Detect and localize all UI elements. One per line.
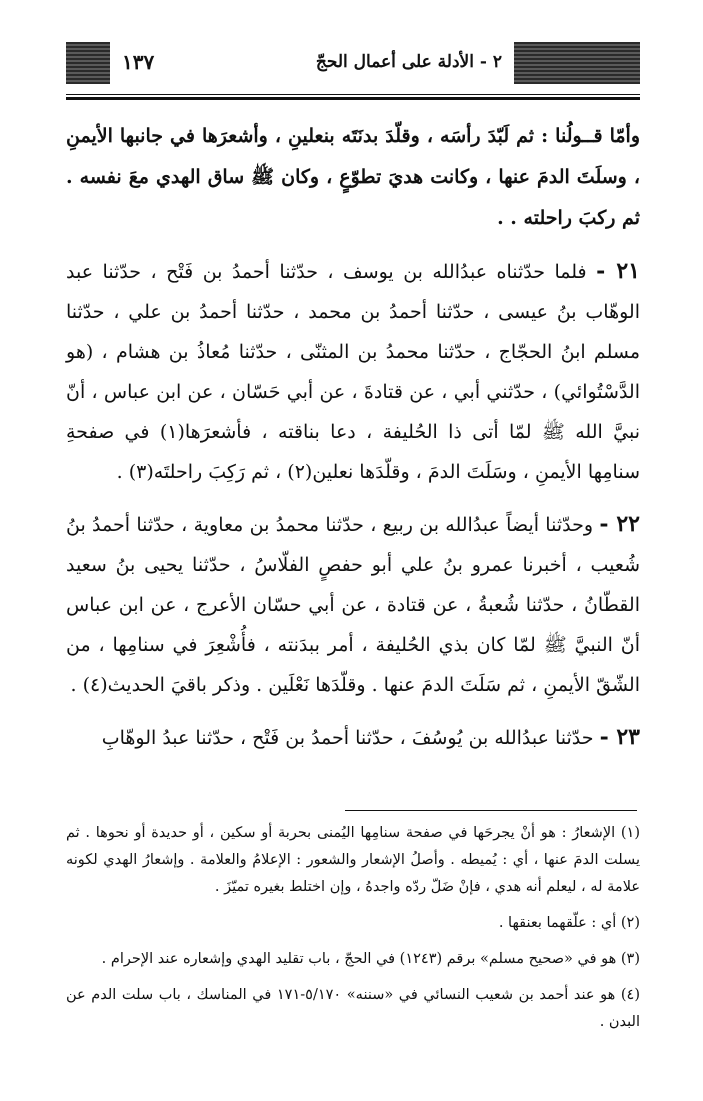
hadith-21 bbox=[66, 251, 640, 492]
header-rule-thin bbox=[66, 94, 640, 95]
header-rule bbox=[66, 97, 640, 100]
hadith-21-text: فلما حدّثناه عبدُالله بن يوسف ، حدّثنا أحمدُ بن فَتْح ، حدّثنا عبد الوهّاب بنُ عيسى ، حدّثنا أحمدُ بن محمد ، حدّثنا أحمدُ بن علي ، حدّثنا مسلم ابنُ الحجّاج ، حدّثنا محمدُ بن المثنّى ، حدّثنا مُعاذُ بن هشام ، (هو الدَّسْتُوائي) ، حدّثني أبي ، عن قتادةَ ، عن أبي حَسّان ، عن ابن عباس ، أنّ نبيَّ الله ﷺ لمّا أتى ذا الحُليفة ، دعا بناقته ، فأشعرَها(١) في صفحةِ سنامِها الأيمنِ ، وسَلَتَ الدمَ ، وقلّدَها نعلين(٢) ، ثم رَكِبَ راحلتَه(٣) . bbox=[66, 261, 641, 483]
footnote-4: (٤) هو عند أحمد بن شعيب النسائي في «سننه» ٥/١٧٠-١٧١ في المناسك ، باب سلت الدم عن البدن . bbox=[66, 987, 640, 1030]
hadith-23-text: حدّثنا عبدُالله بن يُوسُفَ ، حدّثنا أحمدُ بن فَتْح ، حدّثنا عبدُ الوهّابِ bbox=[101, 727, 594, 749]
footnotes bbox=[66, 820, 640, 1045]
header-title: ٢ - الأدلة على أعمال الحجّ bbox=[315, 52, 502, 72]
intro-paragraph: وأمّا قــولُنا : ثم لَبّدَ رأسَه ، وقلّدَ بدنَتَه بنعلينِ ، وأشعرَها في جانبها الأيمنِ ، وسلَتَ الدمَ عنها ، وكانت هديَ تطوّعٍ ، وكان ﷺ ساق الهدي معَ نفسه . ثم ركبَ راحلته . . bbox=[66, 125, 640, 229]
hadith-21-number: ٢١ - bbox=[596, 258, 640, 284]
footnote-1: (١) الإشعارُ : هو أنْ يجرحَها في صفحة سنامِها اليُمنى بحربة أو سكين ، أو حديدة أو نحوها . ثم يسلت الدمَ عنها ، أي : يُميطه . وأصلُ الإشعار والشعور : الإعلامُ والعلامة . وإشعارُ الهدي لكونه علامة له ، ليعلم أنه هدي ، فإنْ ضَلّ ردّه واجدهُ ، وإن اختلط بغيره تميّزَ . bbox=[66, 825, 640, 895]
running-header bbox=[66, 38, 640, 100]
hadith-22 bbox=[66, 504, 640, 705]
header-ornament-left bbox=[66, 42, 110, 84]
header-ornament-right bbox=[514, 42, 640, 84]
footnote-separator bbox=[345, 810, 637, 811]
footnote-2: (٢) أي : علّقهما بعنقها . bbox=[498, 915, 640, 931]
main-text bbox=[66, 116, 640, 770]
page-number: ١٣٧ bbox=[122, 50, 155, 74]
hadith-23-number: ٢٣ - bbox=[599, 724, 640, 750]
hadith-22-text: وحدّثنا أيضاً عبدُالله بن ربيع ، حدّثنا محمدُ بن معاوية ، حدّثنا أحمدُ بنُ شُعيب ، أخبرنا عمرو بنُ علي أبو حفصٍ الفلّاسُ ، حدّثنا يحيى بنُ سعيد القطّانُ ، حدّثنا شُعبةُ ، عن قتادة ، عن أبي حسّان الأعرج ، عن ابن عباس أنّ النبيَّ ﷺ لمّا كان بذي الحُليفة ، أمر ببدَنته ، فأُشْعِرَ في سنامِها ، من الشّقّ الأيمنِ ، ثم سَلَتَ الدمَ عنها . وقلّدَها نَعْلَين . وذكر باقيَ الحديث(٤) . bbox=[66, 514, 640, 696]
hadith-23 bbox=[66, 717, 640, 758]
hadith-22-number: ٢٢ - bbox=[599, 511, 640, 537]
footnote-3: (٣) هو في «صحيح مسلم» برقم (١٢٤٣) في الحجّ ، باب تقليد الهدي وإشعاره عند الإحرام . bbox=[101, 951, 640, 967]
